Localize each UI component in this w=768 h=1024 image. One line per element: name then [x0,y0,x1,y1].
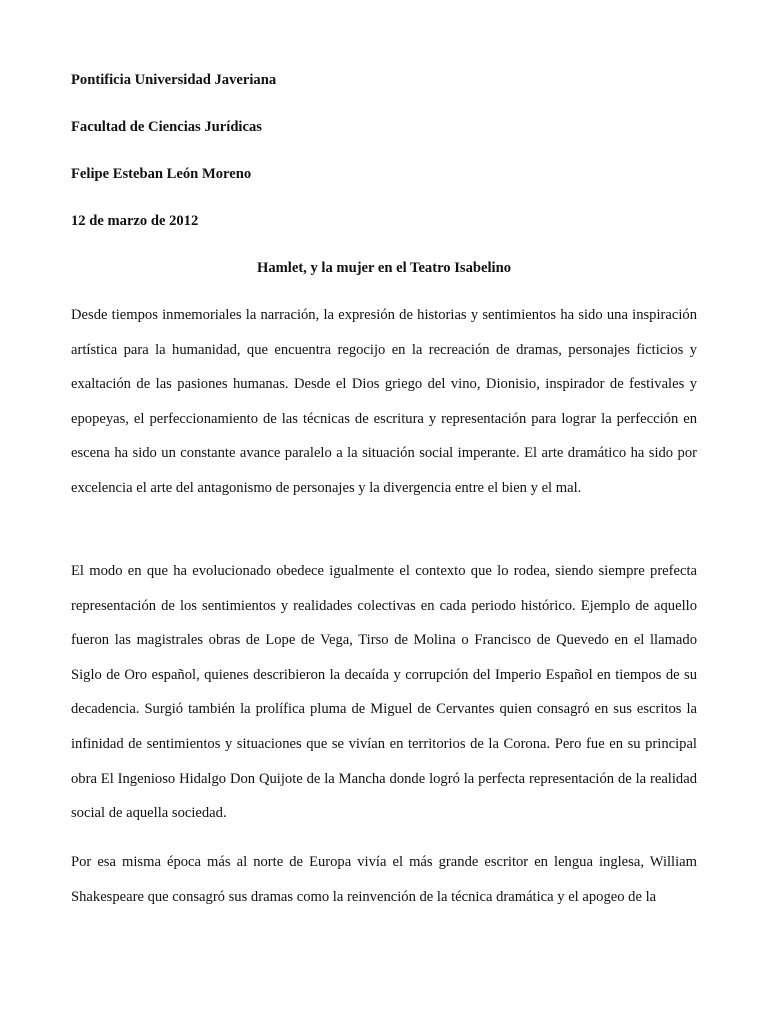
paragraph-1: Desde tiempos inmemoriales la narración, la expresión de historias y sentimientos ha sido una inspiración artística para la humanidad, que encuentra regocijo en la recreación de dramas, personajes ficticios y exaltación de las pasiones humanas. Desde el Dios griego del vino, Dionisio, inspirador de festivales y epopeyas, el perfeccionamiento de las técnicas de escritura y representación para lograr la perfección en escena ha sido un constante avance paralelo a la situación social imperante. El arte dramático ha sido por excelencia el arte del antagonismo de personajes y la divergencia entre el bien y el mal. [71,307,697,496]
university-name: Pontificia Universidad Javeriana [71,72,277,88]
document-date: 12 de marzo de 2012 [71,213,199,229]
author-name: Felipe Esteban León Moreno [71,166,252,182]
document-title: Hamlet, y la mujer en el Teatro Isabelino [256,260,512,276]
paragraph-2: El modo en que ha evolucionado obedece igualmente el contexto que lo rodea, siendo siempre prefecta representación de los sentimientos y realidades colectivas en cada periodo histórico. Ejemplo de aquello fueron las magistrales obras de Lope de Vega, Tirso de Molina o Francisco de Quevedo en el llamado Siglo de Oro español, quienes describieron la decaída y corrupción del Imperio Español en tiempos de su decadencia. Surgió también la prolífica pluma de Miguel de Cervantes quien consagró en sus escritos la infinidad de sentimientos y situaciones que se vivían en territorios de la Corona. Pero fue en su principal obra El Ingenioso Hidalgo Don Quijote de la Mancha donde logró la perfecta representación de la realidad social de aquella sociedad. [71,563,697,822]
paragraph-3: Por esa misma época más al norte de Europa vivía el más grande escritor en lengua inglesa, William Shakespeare que consagró sus dramas como la reinvención de la técnica dramática y el apogeo de la [71,854,697,905]
faculty-name: Facultad de Ciencias Jurídicas [71,119,262,135]
